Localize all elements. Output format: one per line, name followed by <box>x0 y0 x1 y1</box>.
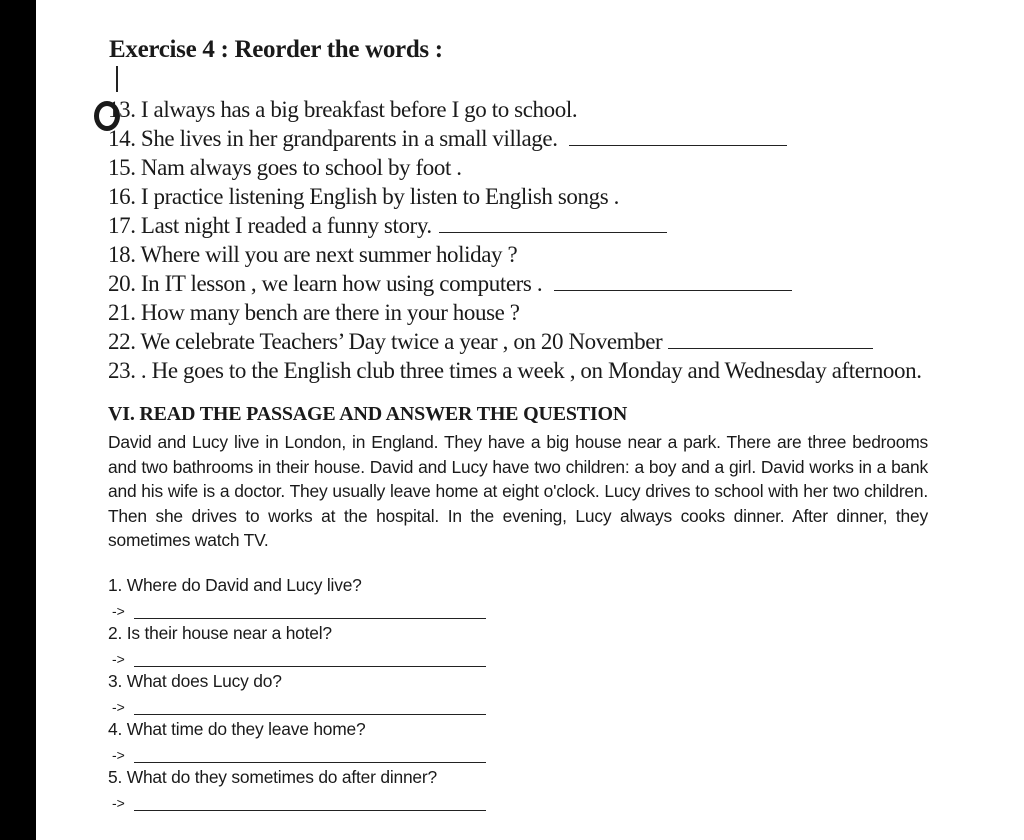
answer-line-3[interactable] <box>108 693 528 717</box>
answer-line-5[interactable] <box>108 789 528 813</box>
answer-arrow: -> <box>112 699 125 715</box>
answer-blank[interactable] <box>554 270 792 291</box>
question-list <box>108 573 528 813</box>
list-item: 16. I practice listening English by listen to English songs . <box>108 184 619 209</box>
answer-line-1[interactable] <box>108 597 528 621</box>
list-item: 15. Nam always goes to school by foot . <box>108 155 462 180</box>
worksheet-page <box>36 0 1024 840</box>
list-item: 23. . He goes to the English club three times a week , on Monday and Wednesday afternoon. <box>108 358 922 383</box>
question-3: 3. What does Lucy do? <box>108 671 282 691</box>
answer-line-4[interactable] <box>108 741 528 765</box>
reading-passage: David and Lucy live in London, in England. They have a big house near a park. There are three bedrooms and two bathrooms in their house. David and Lucy have two children: a boy and a girl. David works in a bank and his wife is a doctor. They usually leave home at eight o'clock. Lucy drives to school with her two children. Then she drives to works at the hospital. In the evening, Lucy always cooks dinner. After dinner, they sometimes watch TV. <box>108 432 928 550</box>
list-item: 22. We celebrate Teachers’ Day twice a year , on 20 November <box>108 327 928 356</box>
left-black-bar <box>0 0 36 840</box>
answer-blank[interactable] <box>569 125 787 146</box>
answer-arrow: -> <box>112 603 125 619</box>
exercise-title: Exercise 4 : Reorder the words : <box>109 36 443 63</box>
answer-blank[interactable] <box>134 666 486 667</box>
section-heading: VI. READ THE PASSAGE AND ANSWER THE QUESTION <box>108 403 628 425</box>
answer-blank[interactable] <box>439 212 667 233</box>
answer-arrow: -> <box>112 651 125 667</box>
answer-blank[interactable] <box>134 714 486 715</box>
answer-blank[interactable] <box>134 762 486 763</box>
list-item: 20. In IT lesson , we learn how using computers . <box>108 269 928 298</box>
answer-blank[interactable] <box>668 328 873 349</box>
answer-arrow: -> <box>112 795 125 811</box>
list-item: 13. I always has a big breakfast before I go to school. <box>108 97 578 122</box>
answer-blank[interactable] <box>134 810 486 811</box>
question-2: 2. Is their house near a hotel? <box>108 623 332 643</box>
list-item: 17. Last night I readed a funny story. <box>108 211 928 240</box>
question-5: 5. What do they sometimes do after dinner? <box>108 767 437 787</box>
answer-line-2[interactable] <box>108 645 528 669</box>
reorder-list <box>108 95 928 383</box>
list-item: 18. Where will you are next summer holiday ? <box>108 242 518 267</box>
text-cursor <box>116 66 118 92</box>
answer-arrow: -> <box>112 747 125 763</box>
list-item: 21. How many bench are there in your house ? <box>108 300 520 325</box>
answer-blank[interactable] <box>134 618 486 619</box>
list-item: 14. She lives in her grandparents in a small village. <box>108 124 928 153</box>
question-1: 1. Where do David and Lucy live? <box>108 575 362 595</box>
question-4: 4. What time do they leave home? <box>108 719 366 739</box>
